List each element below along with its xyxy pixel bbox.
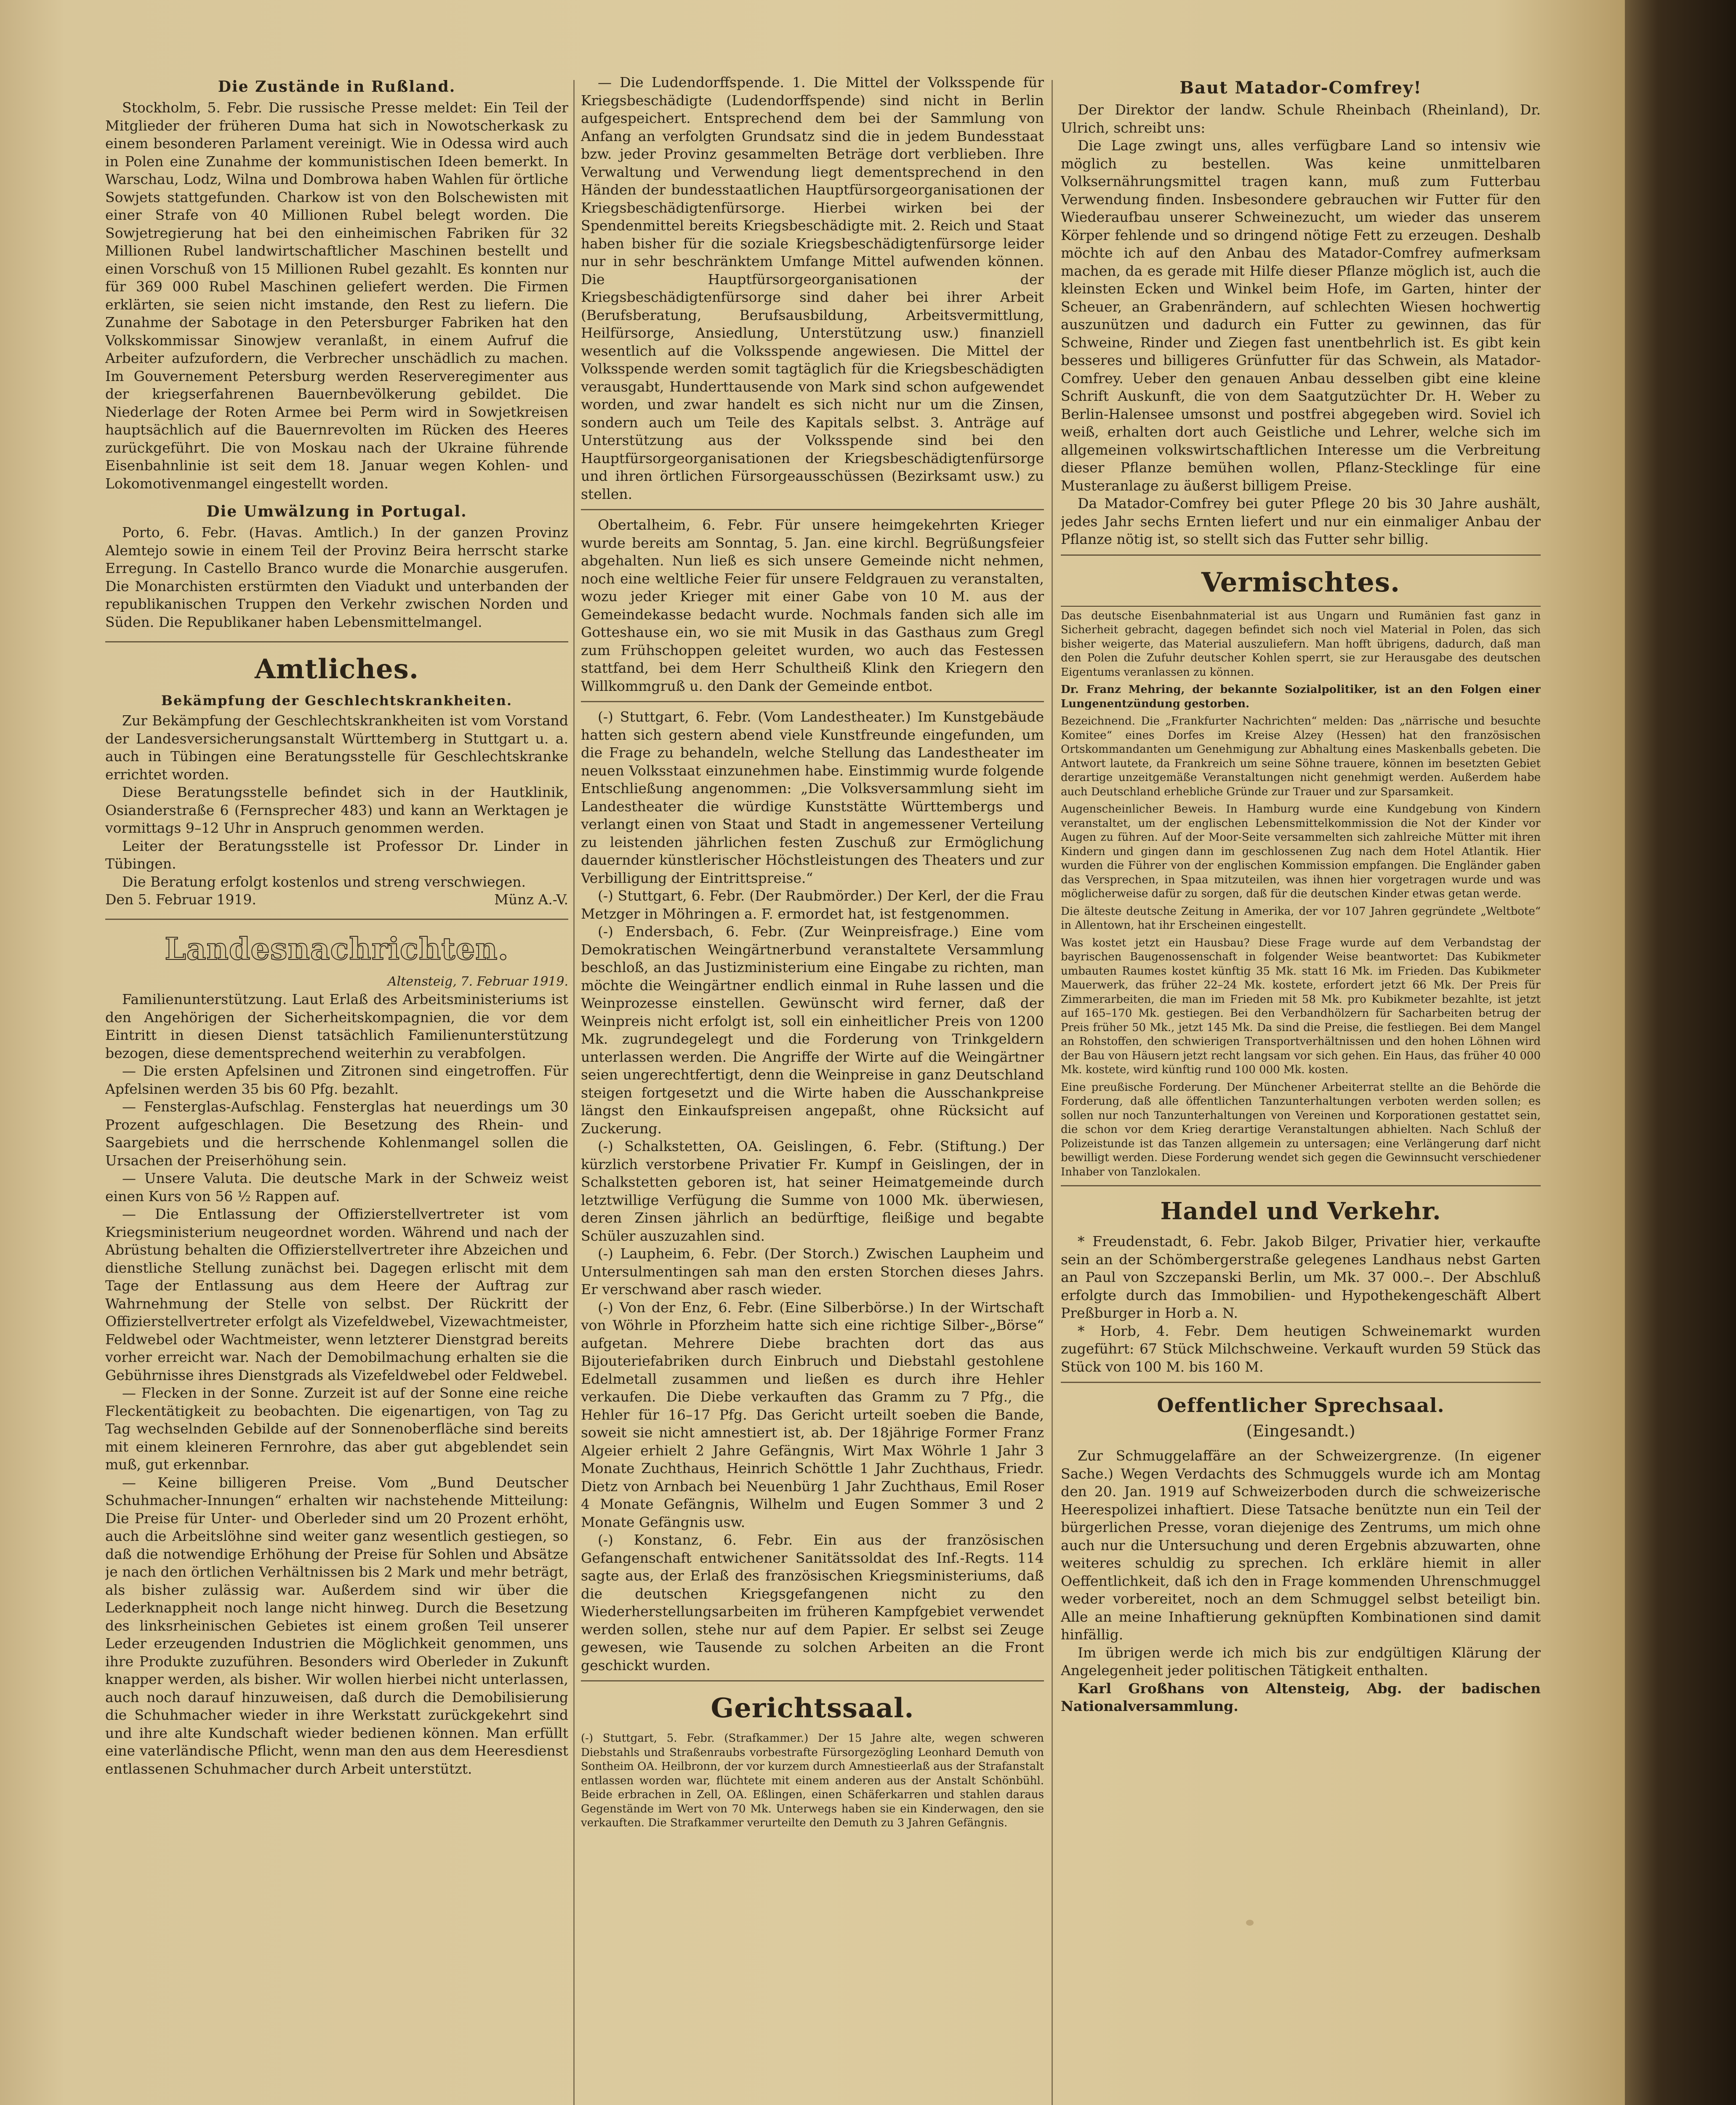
news-item: Eine preußische Forderung. Der Münchener Arbeiterrat stellte an die Behörde die Forderung, daß alle öffentlichen Tanzunterhaltungen verboten werden sollen; es sollen nur noch Tanzunterhaltungen von Vereinen und Korporationen gestattet sein, die schon vor dem Krieg derartige Veranstaltungen abhielten. Nach Schluß der Polizeistunde ist das Tanzen allgemein zu untersagen; eine Verlängerung darf nicht bewilligt werden. Diese Forderung wendet sich gegen die Gewinnsucht verschiedener Inhaber von Tanzlokalen.: [1061, 1081, 1541, 1178]
column-left: [105, 74, 568, 1778]
ink-stain: [1246, 1920, 1254, 1926]
news-item: (-) Endersbach, 6. Febr. (Zur Weinpreisfrage.) Eine vom Demokratischen Weingärtnerbund veranstaltete Versammlung beschloß, an das Justizministerium eine Eingabe zu richten, man möchte die Weingärtner endlich einmal in Ruhe lassen und die Weinprozesse einstellen. Gewünscht wird ferner, daß der Weinpreis nicht erfolgt ist, soll ein einheitlicher Preis von 1200 Mk. zugrundegelegt und die Forderung von Trinkgeldern unterlassen werden. Die Angriffe der Wirte auf die Weingärtner seien ungerechtfertigt, denn die Weinpreise in ganz Deutschland steigen fortgesetzt und die Wirte haben die Ausschankpreise längst den Einkaufspreisen angepaßt, ohne Rücksicht auf Zuckerung.: [581, 923, 1044, 1137]
section-divider: [1061, 1185, 1541, 1186]
article-body: Der Direktor der landw. Schule Rheinbach (Rheinland), Dr. Ulrich, schreibt uns:: [1061, 101, 1541, 136]
column-right: [1061, 74, 1541, 1716]
article-body: Porto, 6. Febr. (Havas. Amtlich.) In der ganzen Provinz Alemtejo sowie in einem Teil der Provinz Beira herrscht starke Erregung. In Castello Branco wurde die Monarchie ausgerufen. Die Monarchisten erstürmten den Viadukt und unterbanden der republikanischen Truppen den Verkehr zwischen Norden und Süden. Die Republikaner haben Lebensmittelmangel.: [105, 524, 568, 630]
article-body: Diese Beratungsstelle befindet sich in der Hautklinik, Osianderstraße 6 (Fernsprecher 483) und kann an Werktagen je vormittags 9–12 Uhr in Anspruch genommen werden.: [105, 784, 568, 836]
news-item: — Flecken in der Sonne. Zurzeit ist auf der Sonne eine reiche Fleckentätigkeit zu beobachten. Die eigenartigen, von Tag zu Tag wechselnden Gebilde auf der Sonnenoberfläche sind bereits mit einem kleineren Fernrohre, das aber gut abgeblendet sein muß, gut erkennbar.: [105, 1385, 568, 1473]
news-item: Das deutsche Eisenbahnmaterial ist aus Ungarn und Rumänien fast ganz in Sicherheit gebracht, dagegen befindet sich noch viel Material in Polen, das sich bisher weigerte, das Material auszuliefern. Man hofft übrigens, dadurch, daß man den Polen die Zufuhr deutscher Kohlen sperrt, sie zur Herausgabe des deutschen Eigentums veranlassen zu können.: [1061, 606, 1541, 680]
column-middle: [581, 74, 1044, 1834]
news-item: — Die ersten Apfelsinen und Zitronen sind eingetroffen. Für Apfelsinen werden 35 bis 60 Pfg. bezahlt.: [105, 1063, 568, 1097]
news-item: Familienunterstützung. Laut Erlaß des Arbeitsministeriums ist den Angehörigen der Sicherheitskompagnien, die vor dem Eintritt in diesen Dienst tatsächlich Familienunterstützung bezogen, diese dementsprechend weiterhin zu verabfolgen.: [105, 991, 568, 1061]
article-body: Da Matador-Comfrey bei guter Pflege 20 bis 30 Jahre aushält, jedes Jahr sechs Ernten liefert und nur ein einmaliger Anbau der Pflanze nötig ist, so stellt sich das Futter sehr billig.: [1061, 495, 1541, 547]
article-body: Die Beratung erfolgt kostenlos und streng verschwiegen.: [122, 873, 526, 890]
news-item: * Horb, 4. Febr. Dem heutigen Schweinemarkt wurden zugeführt: 67 Stück Milchschweine. Verkauft wurden 59 Stück das Stück von 100 M. bis 160 M.: [1061, 1322, 1541, 1375]
letter-body: Zur Schmuggelaffäre an der Schweizergrenze. (In eigener Sache.) Wegen Verdachts des Schmuggels wurde ich am Montag den 20. Jan. 1919 auf Schweizerboden durch die schweizerische Heerespolizei inhaftiert. Diese Tatsache benützte nun ein Teil der bürgerlichen Presse, voran diejenige des Zentrums, um mich ohne auch nur die Untersuchung und deren Ergebnis abzuwarten, ohne weiteres schuldig zu sprechen. Ich erkläre hiemit in aller Oeffentlichkeit, daß ich den in Frage kommenden Uhrenschmuggel weder vorbereitet, noch an dem Schmuggel selbst beteiligt bin. Alle an meine Inhaftierung geknüpften Kombinationen sind damit hinfällig.: [1061, 1447, 1541, 1643]
letter-signature: Karl Großhans von Altensteig, Abg. der badischen Nationalversammlung.: [1061, 1680, 1541, 1714]
section-divider: [105, 919, 568, 920]
column-rule: [573, 80, 575, 2105]
section-title-sprechsaal: Oeffentlicher Sprechsaal.: [1157, 1394, 1445, 1417]
scan-edge-shadow: [1625, 0, 1736, 2105]
section-divider: [1061, 1382, 1541, 1383]
news-item: — Keine billigeren Preise. Vom „Bund Deutscher Schuhmacher-Innungen“ erhalten wir nachstehende Mitteilung: Die Preise für Unter- und Oberleder sind um 20 Prozent erhöht, auch die Arbeitslöhne sind weiter ganz wesentlich gestiegen, so daß die notwendige Erhöhung der Preise für Sohlen und Absätze je nach den örtlichen Verhältnissen bis 2 Mark und mehr beträgt, als bisher zulässig war. Außerdem sind wir über die Lederknappheit noch lange nicht hinweg. Durch die Besetzung des linksrheinischen Gebietes ist einem großen Teil unserer Leder erzeugenden Industrien die Möglichkeit genommen, uns ihre Produkte zuzuführen. Besonders wird Oberleder in Zukunft knapper werden, als bisher. Wir wollen hierbei nicht unterlassen, auch noch darauf hinzuweisen, daß durch die Demobilisierung die Schuhmacher wieder in ihre Werkstatt zurückgekehrt sind und ihre alte Kundschaft wieder bedienen können. Man erfüllt eine vaterländische Pflicht, wenn man den aus dem Heeresdienst entlassenen Schuhmacher durch Arbeit unterstützt.: [105, 1474, 568, 1777]
news-item: Bezeichnend. Die „Frankfurter Nachrichten“ melden: Das „närrische und besuchte Komitee“ eines Dorfes im Kreise Alzey (Hessen) hat den französischen Ortskommandanten um Genehmigung zur Abhaltung eines Maskenballs gebeten. Die Antwort lautete, da Frankreich um seine Söhne trauere, können im besetzten Gebiet derartige unzeitgemäße Veranstaltungen nicht genehmigt werden. Außerdem habe auch Deutschland erhebliche Gründe zur Trauer und zur Sparsamkeit.: [1061, 715, 1541, 798]
news-item: Die älteste deutsche Zeitung in Amerika, der vor 107 Jahren gegründete „Weltbote“ in Allentown, hat ihr Erscheinen eingestellt.: [1061, 905, 1541, 932]
section-title-landesnachrichten: Landesnachrichten.: [165, 931, 509, 967]
news-item: (-) Stuttgart, 6. Febr. (Vom Landestheater.) Im Kunstgebäude hatten sich gestern abend viele Kunstfreunde eingefunden, um die Frage zu behandeln, welche Stellung das Landestheater im neuen Volksstaat einzunehmen habe. Einstimmig wurde folgende Entschließung angenommen: „Die Volksversammlung sieht im Landestheater die würdige Kunststätte Württembergs und verlangt einen von Staat und Stadt in angemessener Verteilung zu leistenden jährlichen festen Zuschuß zur Ermöglichung dauernder künstlerischer Höchstleistungen des Theaters und zur Verbilligung der Eintrittspreise.“: [581, 709, 1044, 886]
section-subtitle: (Eingesandt.): [1246, 1422, 1355, 1440]
article-amtliches: [105, 693, 568, 909]
news-item: (-) Von der Enz, 6. Febr. (Eine Silberbörse.) In der Wirtschaft von Wöhrle in Pforzheim hatte sich eine richtige Silber-„Börse“ aufgetan. Mehrere Diebe brachten dort das aus Bijouteriefabriken durch Einbruch und Diebstahl gestohlene Edelmetall zusammen und ließen es durch ihre Hehler verkaufen. Die Diebe verkauften das Gramm zu 7 Pfg., die Hehler für 16–17 Pfg. Das Gericht urteilt soeben die Bande, soweit sie nicht amnestiert ist, ab. Der 18jährige Former Franz Algeier erhielt 2 Jahre Gefängnis, Wirt Max Wöhrle 1 Jahr 3 Monate Zuchthaus, Heinrich Schöttle 1 Jahr Zuchthaus, Friedr. Dietz von Arnbach bei Neuenbürg 1 Jahr Zuchthaus, Emil Roser 4 Monate Gefängnis, Wilhelm und Eugen Sommer 3 und 2 Monate Gefängnis usw.: [581, 1299, 1044, 1530]
article-russland: [105, 78, 568, 493]
article-body: Die Lage zwingt uns, alles verfügbare Land so intensiv wie möglich zu bestellen. Was keine unmittelbaren Volksernährungsmittel tragen kann, muß zum Futterbau Verwendung finden. Insbesondere gebrauchen wir Futter für den Wiederaufbau unserer Schweinezucht, um wieder das unserem Körper fehlende und so dringend nötige Fett zu erzeugen. Deshalb möchte ich auf den Anbau des Matador-Comfrey aufmerksam machen, da es gerade mit Hilfe dieser Pflanze möglich ist, auch die kleinsten Ecken und Winkel beim Hofe, im Garten, hinter der Scheuer, an Grabenrändern, auf schlechten Wiesen hochwertig auszunützen und dadurch ein Futter zu gewinnen, das für Schweine, Rinder und Ziegen fast unentbehrlich ist. Es gibt kein besseres und billigeres Grünfutter für das Schwein, als Matador-Comfrey. Ueber den genauen Anbau desselben gibt eine kleine Schrift Auskunft, die von dem Saatgutzüchter Dr. H. Weber zu Berlin-Halensee umsonst und postfrei abgegeben wird. Soviel ich weiß, erhalten dort auch Geistliche und Lehrer, welche sich im allgemeinen volkswirtschaftlichen Interesse um die Verbreitung dieser Pflanze bemühen wollen, Pflanz-Stecklinge für eine Musteranlage zu äußerst billigem Preise.: [1061, 137, 1541, 494]
article-body: Leiter der Beratungsstelle ist Professor Dr. Linder in Tübingen.: [105, 837, 568, 872]
news-item: Augenscheinlicher Beweis. In Hamburg wurde eine Kundgebung von Kindern veranstaltet, um der englischen Lebensmittelkommission die Not der Kinder vor Augen zu führen. Auf der Moor-Seite versammelten sich zahlreiche Mütter mit ihren Kindern und gingen dann im geschlossenen Zug nach dem Hotel Atlantik. Hier wurden die Führer von der englischen Kommission empfangen. Die Engländer gaben das Versprechen, in Spaa mitzuteilen, was ihnen hier vorgetragen wurde und was möglicherweise dafür zu sorgen, daß für die deutschen Kinder etwas getan werde.: [1061, 803, 1541, 900]
letter-body: Im übrigen werde ich mich bis zur endgültigen Klärung der Angelegenheit jeder politischen Tätigkeit enthalten.: [1061, 1644, 1541, 1679]
dateline: Altensteig, 7. Februar 1919.: [387, 974, 568, 989]
article-headline: Die Umwälzung in Portugal.: [206, 503, 467, 520]
news-item: (-) Stuttgart, 6. Febr. (Der Raubmörder.) Der Kerl, der die Frau Metzger in Möhringen a. F. ermordet hat, ist festgenommen.: [581, 887, 1044, 922]
article-portugal: [105, 503, 568, 631]
item-divider: [581, 509, 1044, 510]
news-item: * Freudenstadt, 6. Febr. Jakob Bilger, Privatier hier, verkaufte sein an der Schömbergerstraße gelegenes Landhaus nebst Garten an Paul von Szczepanski Berlin, um Mk. 37 000.–. Der Abschluß erfolgte durch das Immobilien- und Hypothekengeschäft Albert Preßburger in Horb a. N.: [1061, 1233, 1541, 1321]
item-divider: [581, 701, 1044, 702]
article-body: Stockholm, 5. Febr. Die russische Presse meldet: Ein Teil der Mitglieder der früheren Duma hat sich in Nowotscherkask zu einem besonderen Parlament vereinigt. Wie in Odessa wird auch in Polen eine Zunahme der kommunistischen Ideen bemerkt. In Warschau, Lodz, Wilna und Dombrowa haben Wahlen für örtliche Sowjets stattgefunden. Charkow ist von den Bolschewisten mit einer Strafe von 40 Millionen Rubel belegt worden. Die Sowjetregierung hat bei den einheimischen Fabriken für 32 Millionen Rubel landwirtschaftlicher Maschinen bestellt und einen Vorschuß von 15 Millionen Rubel gezahlt. Es konnten nur für 369 000 Rubel Maschinen geliefert werden. Die Firmen erklärten, sie seien nicht imstande, den Rest zu liefern. Die Zunahme der Sabotage in den Petersburger Fabriken hat den Volkskommissar Sinowjew veranlaßt, in einem Aufruf die Arbeiter aufzufordern, die Verbrecher unschädlich zu machen. Im Gouvernement Petersburg werden Reserveregimenter aus der kriegserfahrenen Bauernbevölkerung gebildet. Die Niederlage der Roten Armee bei Perm wird in Sowjetkreisen hauptsächlich auf die Bauernrevolten im Rücken des Heeres zurückgeführt. Die von Moskau nach der Ukraine führende Eisenbahnlinie ist seit dem 18. Januar wegen Kohlen- und Lokomotivenmangel eingestellt worden.: [105, 99, 568, 492]
signoff-signature: Münz A.-V.: [494, 891, 568, 908]
section-title-amtliches: Amtliches.: [254, 653, 419, 685]
signoff: [105, 891, 568, 909]
section-title-handel: Handel und Verkehr.: [1160, 1197, 1441, 1225]
section-divider: [1061, 554, 1541, 556]
column-rule: [1052, 80, 1053, 2105]
signoff-date: Den 5. Februar 1919.: [105, 891, 256, 908]
section-title-vermischtes: Vermischtes.: [1201, 566, 1401, 598]
news-item: — Unsere Valuta. Die deutsche Mark in der Schweiz weist einen Kurs von 56 ½ Rappen auf.: [105, 1170, 568, 1204]
news-item: Obertalheim, 6. Febr. Für unsere heimgekehrten Krieger wurde bereits am Sonntag, 5. Jan. eine kirchl. Begrüßungsfeier abgehalten. Nun ließ es sich unsere Gemeinde nicht nehmen, noch eine weltliche Feier für unsere Feldgrauen zu veranstalten, wozu jeder Krieger mit einer Gabe von 10 M. aus der Gemeindekasse bedacht wurde. Nochmals fanden sich alle im Gotteshause ein, wo sie mit Musik in das Gasthaus zum Gregl zum Frühschoppen geleitet wurden, wo auch das Festessen stattfand, bei dem Herr Schultheiß Klink den Kriegern den Willkommgruß u. den Dank der Gemeinde entbot.: [581, 517, 1044, 694]
news-item: — Fensterglas-Aufschlag. Fensterglas hat neuerdings um 30 Prozent aufgeschlagen. Die Besetzung des Rhein- und Saargebiets und die herrschende Kohlenmangel sollen die Ursachen der Preiserhöhung sein.: [105, 1098, 568, 1169]
article-headline: Bekämpfung der Geschlechtskrankheiten.: [161, 693, 513, 709]
news-item: — Die Entlassung der Offizierstellvertreter ist vom Kriegsministerium neugeordnet worden. Während und nach der Abrüstung behalten die Offizierstellvertreter ihre Abzeichen und dienstliche Stellung zunächst bei. Dagegen erlischt mit dem Tage der Entlassung aus dem Heere der Auftrag zur Wahrnehmung der Stelle von selbst. Der Rückritt der Offizierstellvertreter erfolgt als Vizefeldwebel, Vizewachtmeister, Feldwebel oder Wachtmeister, wenn letzterer Dienstgrad bereits vorher erreicht war. Nach der Demobilmachung erhalten sie die Gebührnisse ihres Dienstgrads als Vizefeldwebel oder Feldwebel.: [105, 1206, 568, 1383]
news-item: Was kostet jetzt ein Hausbau? Diese Frage wurde auf dem Verbandstag der bayrischen Baugenossenschaft in folgender Weise beantwortet: Das Kubikmeter umbauten Raumes kostet künftig 35 Mk. statt 16 Mk. im Frieden. Das Kubikmeter Mauerwerk, das früher 22–24 Mk. kostete, erfordert jetzt 66 Mk. Der Preis für Zimmerarbeiten, die man im Frieden mit 58 Mk. pro Kubikmeter bezahlte, ist jetzt auf 165–170 Mk. gestiegen. Bei den Verbandhölzern für Sacharbeiten betrug der Preis früher 50 Mk., jetzt 145 Mk. Da sind die Preise, die festliegen. Bei dem Mangel an Rohstoffen, den schwierigen Transportverhältnissen und den hohen Löhnen wird der Bau von Häusern jetzt recht langsam vor sich gehen. Ein Haus, das früher 40 000 Mk. kostete, wird künftig rund 100 000 Mk. kosten.: [1061, 936, 1541, 1076]
ink-stain: [678, 951, 683, 956]
news-item: (-) Stuttgart, 5. Febr. (Strafkammer.) Der 15 Jahre alte, wegen schweren Diebstahls und Straßenraubs vorbestrafte Fürsorgezögling Leonhard Demuth von Sontheim OA. Heilbronn, der vor kurzem durch Amnestieerlaß aus der Strafanstalt entlassen worden war, flüchtete mit einem anderen aus der Anstalt Schönbühl. Beide erbrachen in Zell, OA. Eßlingen, einen Schäferkarren und stahlen daraus Gegenstände im Wert von 70 Mk. Unterwegs haben sie ein Kinderwagen, den sie verkauften. Die Strafkammer verurteilte den Demuth zu 3 Jahren Gefängnis.: [581, 1732, 1044, 1829]
article-headline: Baut Matador-Comfrey!: [1180, 78, 1422, 98]
news-item: — Die Ludendorffspende. 1. Die Mittel der Volksspende für Kriegsbeschädigte (Ludendorffspende) sind nicht in Berlin aufgespeichert. Entsprechend dem bei der Sammlung von Anfang an verfolgten Grundsatz sind die in jedem Bundesstaat bzw. jeder Provinz gesammelten Beträge dort verblieben. Ihre Verwaltung und Verwendung liegt dementsprechend in den Händen der bundesstaatlichen Hauptfürsorgeorganisationen der Kriegsbeschädigtenfürsorge. Hierbei wirken bei der Spendenmittel bereits Kriegsbeschädigte mit. 2. Reich und Staat haben bisher für die soziale Kriegsbeschädigtenfürsorge leider nur in sehr beschränktem Umfange Mittel aufwenden können. Die Hauptfürsorgeorganisationen der Kriegsbeschädigtenfürsorge sind daher bei ihrer Arbeit (Berufsberatung, Berufsausbildung, Arbeitsvermittlung, Heilfürsorge, Ansiedlung, Unterstützung usw.) finanziell wesentlich auf die Volksspende angewiesen. Die Mittel der Volksspende werden somit tagtäglich für die Kriegsbeschädigten verausgabt, Hunderttausende von Mark sind schon aufgewendet worden, und zwar handelt es sich nicht nur um die Zinsen, sondern auch um Teile des Kapitals selbst. 3. Anträge auf Unterstützung aus der Volksspende sind bei den Hauptfürsorgeorganisationen der Kriegsbeschädigtenfürsorge und ihren örtlichen Fürsorgeausschüssen (Bezirksamt usw.) zu stellen.: [581, 74, 1044, 502]
news-item: (-) Laupheim, 6. Febr. (Der Storch.) Zwischen Laupheim und Untersulmentingen sah man den ersten Storchen dieses Jahrs. Er verschwand aber rasch wieder.: [581, 1245, 1044, 1298]
article-headline: Die Zustände in Rußland.: [218, 78, 456, 96]
news-item: Dr. Franz Mehring, der bekannte Sozialpolitiker, ist an den Folgen einer Lungenentzündung gestorben.: [1061, 683, 1541, 710]
article-body: Zur Bekämpfung der Geschlechtskrankheiten ist vom Vorstand der Landesversicherungsanstalt Württemberg in Stuttgart u. a. auch in Tübingen eine Beratungsstelle für Geschlechtskranke errichtet worden.: [105, 712, 568, 783]
news-item: (-) Konstanz, 6. Febr. Ein aus der französischen Gefangenschaft entwichener Sanitätssoldat des Inf.-Regts. 114 sagte aus, der Erlaß des französischen Kriegsministeriums, daß die deutschen Kriegsgefangenen nicht zu den Wiederherstellungsarbeiten im früheren Kampfgebiet verwendet werden sollen, stehe nur auf dem Papier. Er selbst sei Zeuge gewesen, wie Tausende zu solchen Arbeiten an die Front geschickt wurden.: [581, 1532, 1044, 1673]
section-divider: [581, 1680, 1044, 1681]
news-item: (-) Schalkstetten, OA. Geislingen, 6. Febr. (Stiftung.) Der kürzlich verstorbene Privatier Fr. Kumpf in Geislingen, der in Schalkstetten geboren ist, hat seiner Heimatgemeinde durch letztwillige Verfügung die Summe von 1000 Mk. überwiesen, deren Zinsen jährlich an bedürftige, fleißige und begabte Schüler auszuzahlen sind.: [581, 1138, 1044, 1244]
section-title-gerichtssaal: Gerichtssaal.: [711, 1692, 914, 1724]
section-divider: [105, 641, 568, 642]
